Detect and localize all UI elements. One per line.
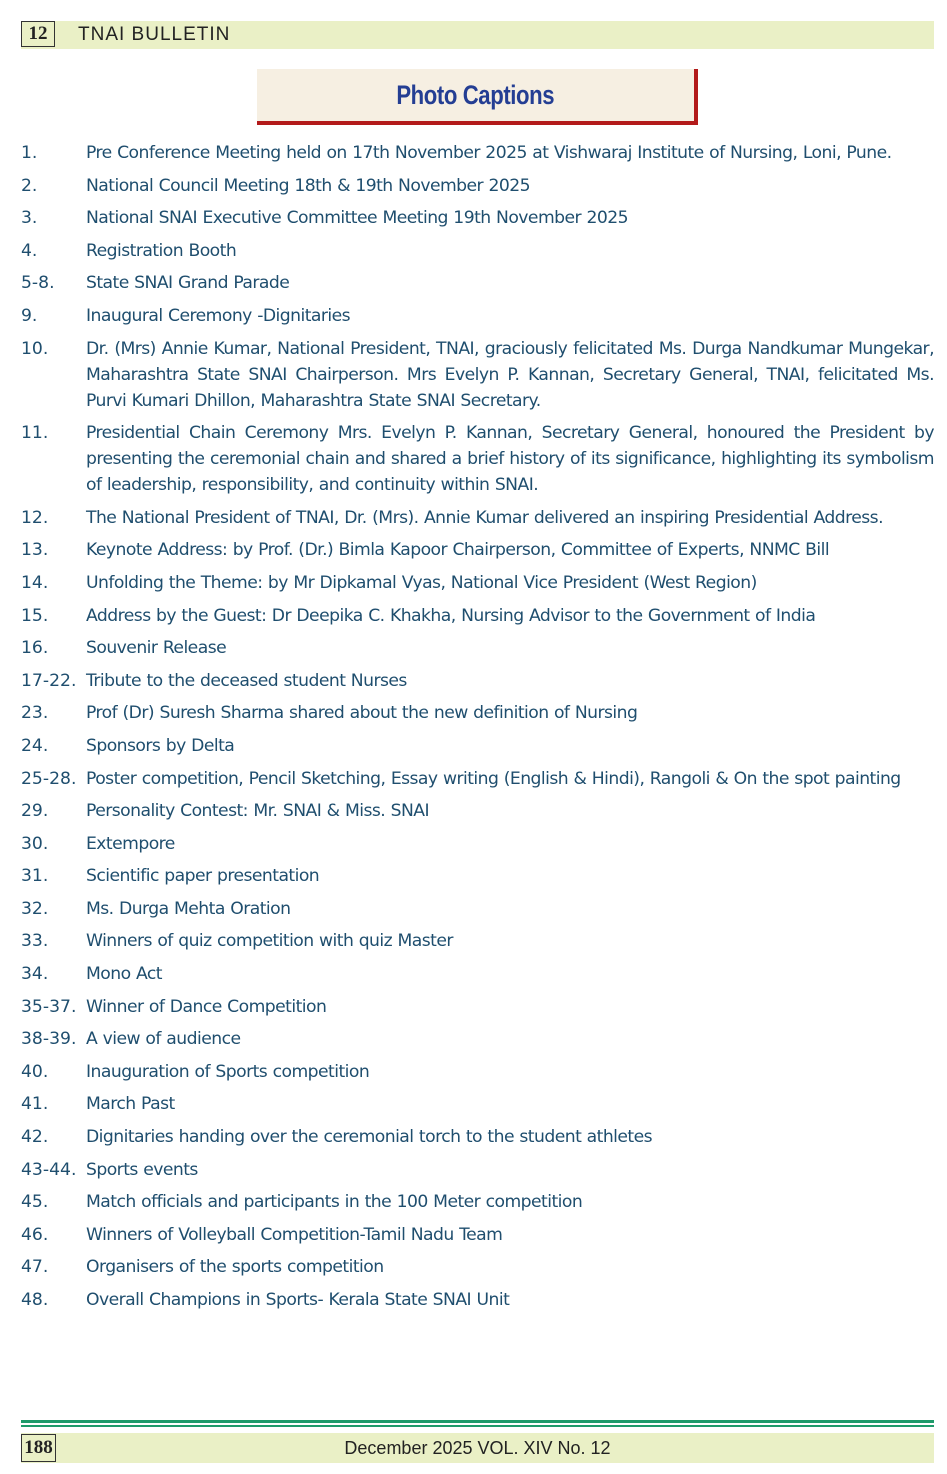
caption-text: Poster competition, Pencil Sketching, Essay writing (English & Hindi), Rangoli & On the spot painting (86, 768, 901, 789)
caption-number: 35-37. (21, 996, 77, 1017)
caption-number: 43-44. (21, 1159, 77, 1180)
caption-text: National Council Meeting 18th & 19th November 2025 (86, 175, 531, 196)
caption-item (21, 1189, 934, 1215)
caption-item (21, 505, 934, 531)
caption-item (21, 994, 934, 1020)
caption-text: Mono Act (86, 964, 162, 985)
caption-text: Winners of quiz competition with quiz Master (86, 931, 453, 952)
caption-text: Ms. Durga Mehta Oration (86, 898, 291, 919)
caption-text: Keynote Address: by Prof. (Dr.) Bimla Kapoor Chairperson, Committee of Experts, NNMC Bill (86, 540, 830, 561)
header-page-number: 12 (21, 21, 55, 47)
caption-item (21, 238, 934, 264)
caption-item (21, 1059, 934, 1085)
caption-number: 14. (21, 572, 49, 593)
caption-number: 33. (21, 931, 49, 952)
caption-text: Winner of Dance Competition (86, 996, 327, 1017)
caption-number: 11. (21, 423, 49, 444)
caption-item (21, 420, 934, 498)
caption-number: 5-8. (21, 273, 55, 294)
caption-text: Presidential Chain Ceremony Mrs. Evelyn P. Kannan, Secretary General, honoured the President by presenting the ceremonial chain and shared a brief history of its significance, highlighting its symbolism of leadership, responsibility, and continuity within SNAI. (86, 423, 934, 496)
caption-number: 30. (21, 833, 49, 854)
caption-item (21, 766, 934, 792)
footer-issue: December 2025 VOL. XIV No. 12 (344, 1438, 611, 1458)
caption-text: State SNAI Grand Parade (86, 273, 290, 294)
caption-text: Inauguration of Sports competition (86, 1061, 370, 1082)
section-title-box (257, 69, 698, 125)
footer-rule (21, 1425, 934, 1427)
caption-item (21, 1026, 934, 1052)
caption-item (21, 863, 934, 889)
caption-item (21, 1222, 934, 1248)
caption-item (21, 733, 934, 759)
caption-number: 2. (21, 175, 38, 196)
caption-text: Tribute to the deceased student Nurses (86, 670, 407, 691)
caption-number: 1. (21, 143, 38, 163)
caption-number: 25-28. (21, 768, 77, 789)
captions-list (21, 140, 934, 1320)
caption-item (21, 668, 934, 694)
caption-number: 40. (21, 1061, 49, 1082)
caption-item (21, 140, 934, 166)
caption-text: Organisers of the sports competition (86, 1257, 384, 1278)
caption-number: 15. (21, 605, 49, 626)
caption-number: 12. (21, 507, 49, 528)
caption-text: Address by the Guest: Dr Deepika C. Khakha, Nursing Advisor to the Government of India (86, 605, 816, 626)
caption-text: Registration Booth (86, 240, 237, 261)
caption-text: Overall Champions in Sports- Kerala State SNAI Unit (86, 1290, 510, 1310)
caption-number: 31. (21, 866, 49, 887)
caption-number: 9. (21, 305, 38, 326)
caption-text: Extempore (86, 833, 175, 854)
caption-number: 23. (21, 703, 49, 724)
caption-number: 24. (21, 735, 49, 756)
caption-item (21, 1124, 934, 1150)
caption-text: Sponsors by Delta (86, 735, 235, 756)
caption-number: 29. (21, 801, 49, 822)
caption-item (21, 1287, 934, 1313)
caption-text: Sports events (86, 1159, 198, 1180)
caption-item (21, 700, 934, 726)
caption-item (21, 270, 934, 296)
caption-number: 3. (21, 208, 38, 229)
caption-item (21, 831, 934, 857)
caption-number: 32. (21, 898, 49, 919)
caption-number: 47. (21, 1257, 49, 1278)
caption-item (21, 1157, 934, 1183)
caption-item (21, 570, 934, 596)
caption-number: 41. (21, 1094, 49, 1115)
caption-text: Match officials and participants in the 100 Meter competition (86, 1192, 583, 1213)
caption-number: 42. (21, 1127, 49, 1148)
caption-text: National SNAI Executive Committee Meeting 19th November 2025 (86, 208, 628, 229)
caption-item (21, 896, 934, 922)
section-title: Photo Captions (396, 79, 555, 110)
caption-item (21, 303, 934, 329)
caption-number: 13. (21, 540, 49, 561)
footer-rule (21, 1420, 934, 1423)
caption-number: 4. (21, 240, 38, 261)
caption-item (21, 961, 934, 987)
caption-item (21, 336, 934, 414)
caption-number: 45. (21, 1192, 49, 1213)
caption-text: A view of audience (86, 1029, 241, 1050)
caption-text: Pre Conference Meeting held on 17th November 2025 at Vishwaraj Institute of Nursing, Loni, Pune. (86, 143, 892, 163)
caption-text: Dignitaries handing over the ceremonial torch to the student athletes (86, 1127, 653, 1148)
caption-item (21, 1091, 934, 1117)
caption-text: March Past (86, 1094, 175, 1115)
caption-item (21, 635, 934, 661)
caption-item (21, 205, 934, 231)
caption-item (21, 928, 934, 954)
caption-text: Unfolding the Theme: by Mr Dipkamal Vyas, National Vice President (West Region) (86, 572, 757, 593)
caption-text: The National President of TNAI, Dr. (Mrs). Annie Kumar delivered an inspiring Presidential Address. (86, 507, 883, 528)
caption-item (21, 173, 934, 199)
caption-number: 46. (21, 1224, 49, 1245)
caption-number: 17-22. (21, 670, 77, 691)
caption-item (21, 603, 934, 629)
caption-number: 48. (21, 1290, 49, 1310)
caption-text: Dr. (Mrs) Annie Kumar, National President, TNAI, graciously felicitated Ms. Durga Nandkumar Mungekar, Maharashtra State SNAI Chairperson. Mrs Evelyn P. Kannan, Secretary General, TNAI, felicitated Ms. Purvi Kumari Dhillon, Maharashtra State SNAI Secretary. (86, 338, 934, 411)
caption-text: Winners of Volleyball Competition-Tamil Nadu Team (86, 1224, 503, 1245)
caption-item (21, 1254, 934, 1280)
caption-text: Scientific paper presentation (86, 866, 320, 887)
caption-text: Prof (Dr) Suresh Sharma shared about the new definition of Nursing (86, 703, 638, 724)
caption-text: Personality Contest: Mr. SNAI & Miss. SNAI (86, 801, 429, 822)
footer-page-number: 188 (21, 1434, 56, 1462)
caption-text: Souvenir Release (86, 638, 227, 659)
caption-number: 10. (21, 338, 49, 359)
publication-title: TNAI BULLETIN (78, 24, 231, 45)
caption-item (21, 537, 934, 563)
caption-text: Inaugural Ceremony -Dignitaries (86, 305, 351, 326)
caption-number: 16. (21, 638, 49, 659)
caption-item (21, 798, 934, 824)
caption-number: 34. (21, 964, 49, 985)
caption-number: 38-39. (21, 1029, 77, 1050)
